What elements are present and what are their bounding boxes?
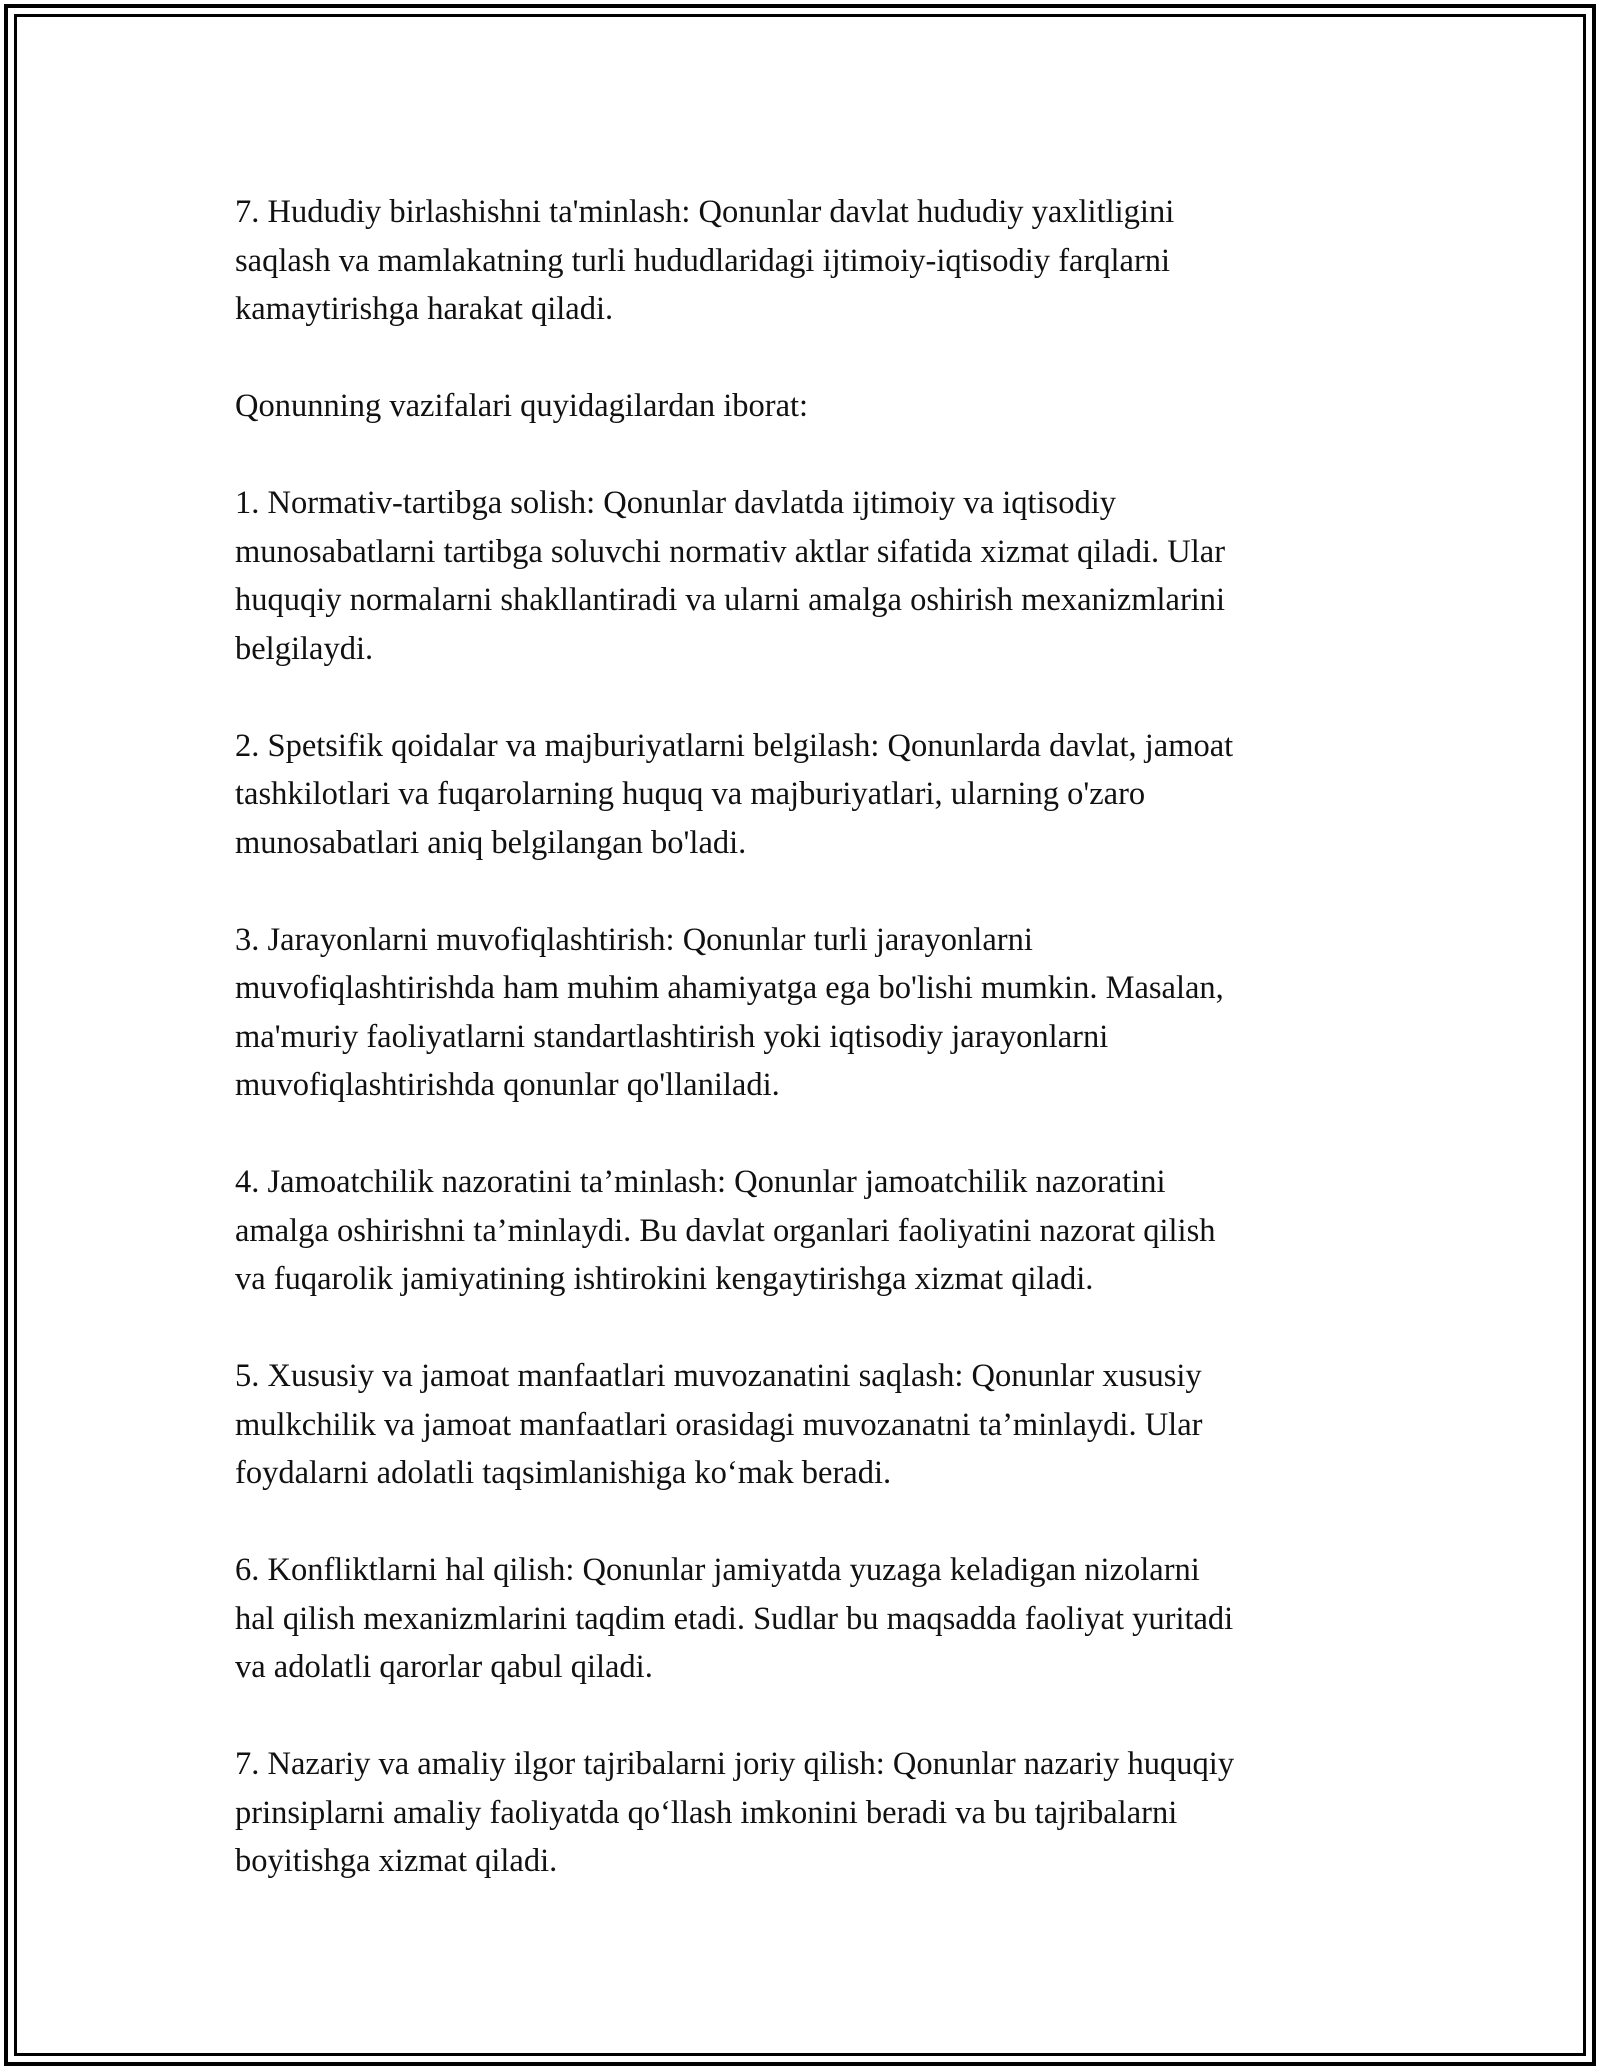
- paragraph-specific-rules: 2. Spetsifik qoidalar va majburiyatlarni belgilash: Qonunlarda davlat, jamoat tashkilotlari va fuqarolarning huquq va majburiyatlari, ularning o'zaro munosabatlari aniq belgilangan bo'ladi.: [235, 727, 1234, 861]
- paragraph-best-practices: 7. Nazariy va amaliy ilgor tajribalarni joriy qilish: Qonunlar nazariy huquqiy prinsiplarni amaliy faoliyatda qo‘llash imkonini beradi va bu tajribalarni boyitishga xizmat qiladi.: [235, 1746, 1235, 1879]
- paragraph-territorial-integration: 7. Hududiy birlashishni ta'minlash: Qonunlar davlat hududiy yaxlitligini saqlash va mamlakatning turli hududlaridagi ijtimoiy-iqtisodiy farqlarni kamaytirishga harakat qiladi.: [235, 194, 1175, 327]
- paragraph-public-oversight: 4. Jamoatchilik nazoratini ta’minlash: Qonunlar jamoatchilik nazoratini amalga oshirishni ta’minlaydi. Bu davlat organlari faoliyatini nazorat qilish va fuqarolik jamiyatining ishtirokini kengaytirishga xizmat qiladi.: [235, 1164, 1216, 1297]
- document-body: [235, 188, 1375, 1886]
- paragraph-conflict-resolution: 6. Konfliktlarni hal qilish: Qonunlar jamiyatda yuzaga keladigan nizolarni hal qilish mexanizmlarini taqdim etadi. Sudlar bu maqsadda faoliyat yuritadi va adolatli qarorlar qabul qiladi.: [235, 1552, 1234, 1685]
- paragraph-functions-intro: Qonunning vazifalari quyidagilardan iborat:: [235, 388, 809, 424]
- paragraph-process-coordination: 3. Jarayonlarni muvofiqlashtirish: Qonunlar turli jarayonlarni muvofiqlashtirishda ham muhim ahamiyatga ega bo'lishi mumkin. Masalan, ma'muriy faoliyatlarni standartlashtirish yoki iqtisodiy jarayonlarni muvofiqlashtirishda qonunlar qo'llaniladi.: [235, 921, 1224, 1103]
- paragraph-normative-regulation: 1. Normativ-tartibga solish: Qonunlar davlatda ijtimoiy va iqtisodiy munosabatlarni tartibga soluvchi normativ aktlar sifatida xizmat qiladi. Ular huquqiy normalarni shakllantiradi va ularni amalga oshirish mexanizmlarini belgilaydi.: [235, 485, 1226, 667]
- paragraph-interest-balance: 5. Xususiy va jamoat manfaatlari muvozanatini saqlash: Qonunlar xususiy mulkchilik va jamoat manfaatlari orasidagi muvozanatni ta’minlaydi. Ular foydalarni adolatli taqsimlanishiga ko‘mak beradi.: [235, 1358, 1203, 1491]
